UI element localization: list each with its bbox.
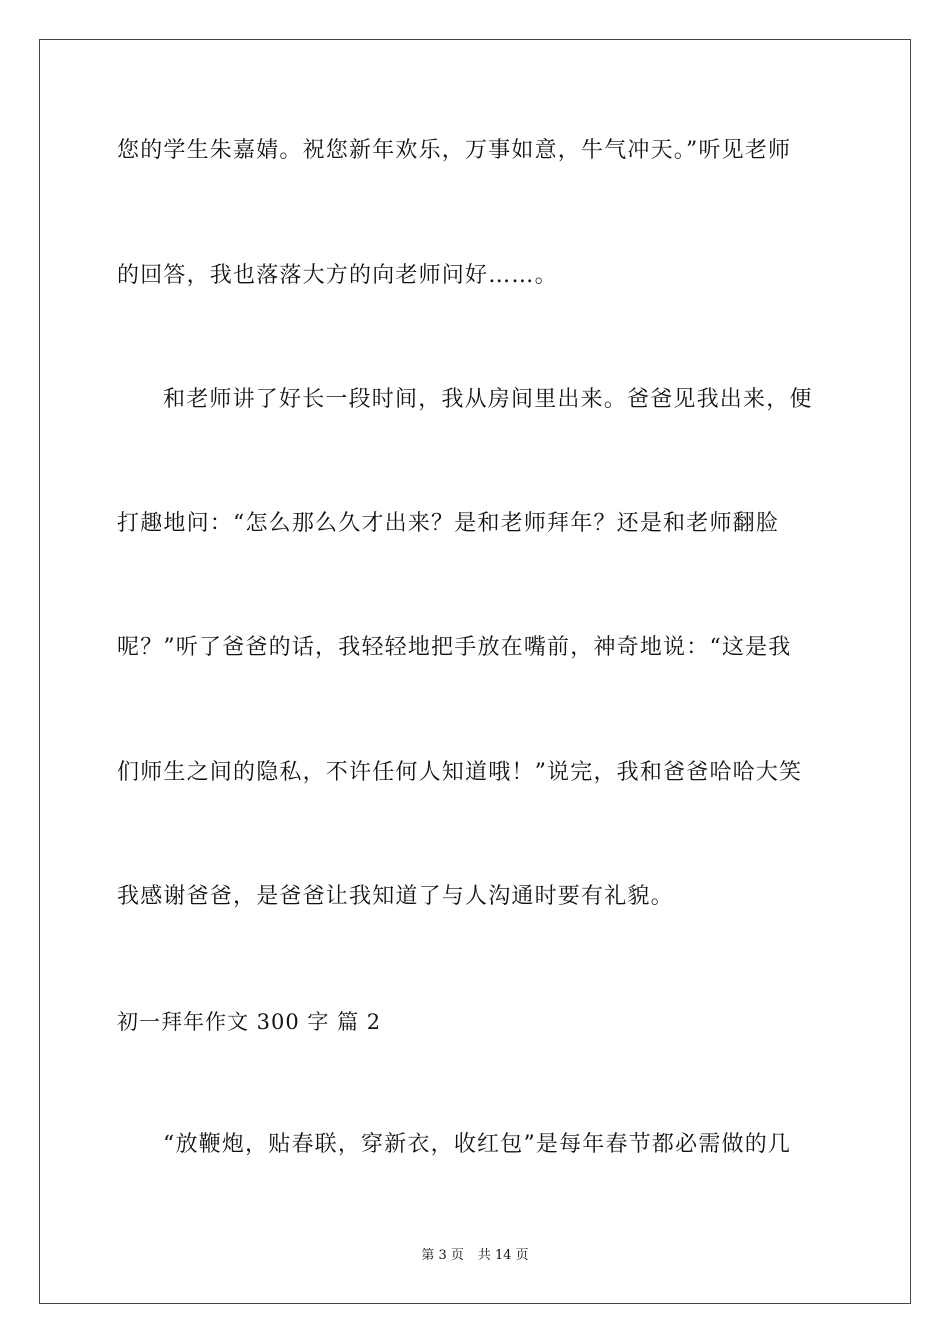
paragraph-line: “放鞭炮，贴春联，穿新衣，收红包”是每年春节都必需做的几 xyxy=(163,1132,792,1157)
paragraph-line: 您的学生朱嘉婧。祝您新年欢乐，万事如意，牛气冲天。”听见老师 xyxy=(117,138,792,163)
page-number: 第 3 页 xyxy=(421,1248,464,1263)
paragraph-line: 的回答，我也落落大方的向老师问好……。 xyxy=(117,263,558,288)
paragraph-line: 们师生之间的隐私，不许任何人知道哦！”说完，我和爸爸哈哈大笑 xyxy=(117,760,803,785)
paragraph-line: 呢？”听了爸爸的话，我轻轻地把手放在嘴前，神奇地说：“这是我 xyxy=(117,635,792,660)
paragraph-line: 打趣地问：“怎么那么久才出来？是和老师拜年？还是和老师翻脸 xyxy=(117,511,780,536)
page-total: 共 14 页 xyxy=(477,1248,529,1263)
section-heading: 初一拜年作文 300 字 篇 2 xyxy=(117,1010,382,1034)
page-border xyxy=(39,39,911,1304)
paragraph-line: 我感谢爸爸，是爸爸让我知道了与人沟通时要有礼貌。 xyxy=(117,884,674,909)
page-footer xyxy=(0,1247,950,1265)
paragraph-line: 和老师讲了好长一段时间，我从房间里出来。爸爸见我出来，便 xyxy=(163,387,813,412)
